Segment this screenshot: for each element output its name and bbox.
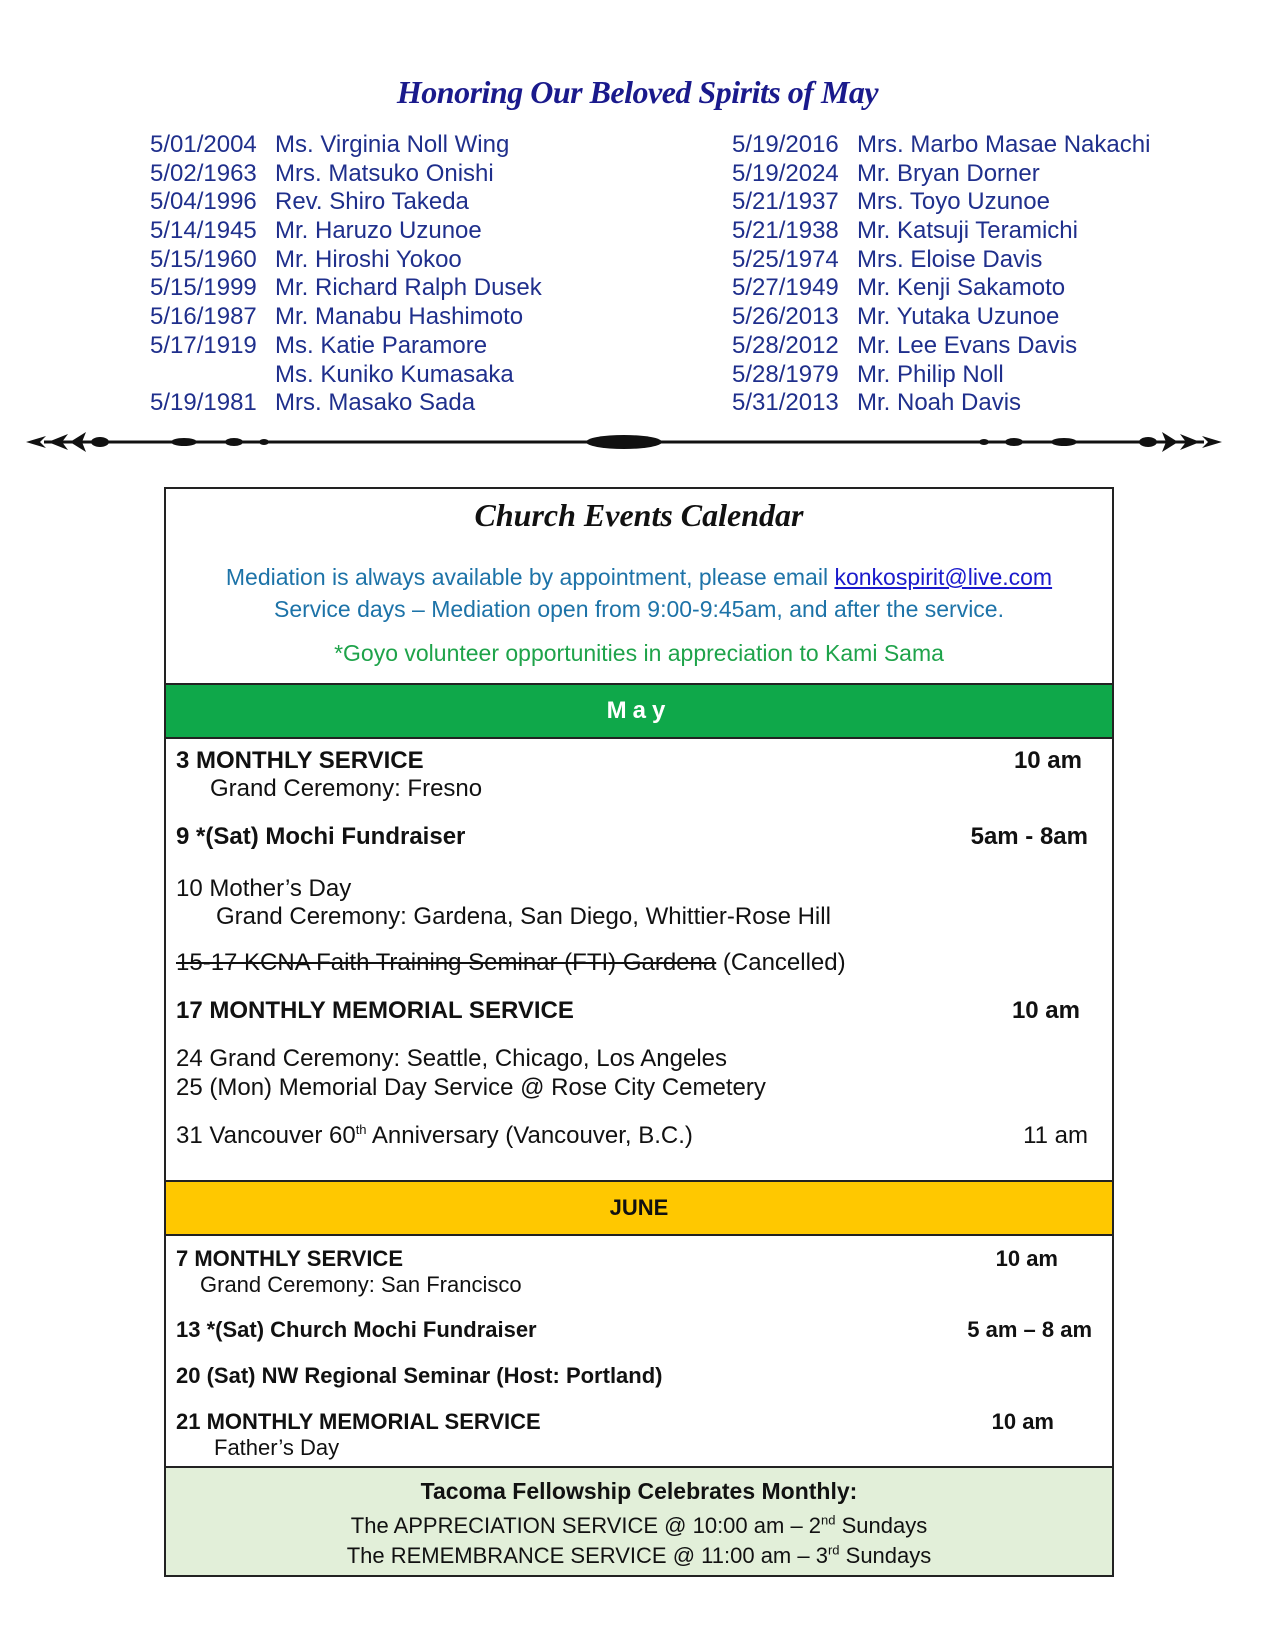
memorial-date: 5/19/1981 [150,389,257,417]
event-title-rest: Anniversary (Vancouver, B.C.) [366,1122,693,1149]
appreciation-service-line [166,1511,1112,1541]
memorial-name: Mrs. Toyo Uzunoe [857,188,1050,216]
event-may-3 [176,747,482,803]
memorial-name: Mr. Haruzo Uzunoe [275,217,482,245]
footer-title: Tacoma Fellowship Celebrates Monthly: [420,1478,858,1504]
memorial-date: 5/04/1996 [150,188,257,216]
list-item [150,274,542,303]
memorial-date: 5/27/1949 [732,274,839,302]
month-header-may: May [166,683,1112,739]
memorial-name: Mr. Philip Noll [857,360,1004,388]
tacoma-fellowship-box [166,1466,1112,1575]
list-item [732,246,1150,275]
memorial-name: Ms. Virginia Noll Wing [275,131,510,158]
memorial-date: 5/16/1987 [150,303,257,331]
ordinal-suffix: th [355,1122,367,1137]
event-may-31 [176,1122,693,1150]
event-title: 3 MONTHLY SERVICE [176,747,424,774]
memorial-list-left [150,131,542,418]
event-subtitle: Father’s Day [214,1435,340,1460]
event-june-20: 20 (Sat) NW Regional Seminar (Host: Portland) [176,1363,663,1388]
memorial-name: Mrs. Matsuko Onishi [275,159,494,187]
remembrance-service-line [166,1541,1112,1571]
memorial-name: Ms. Kuniko Kumasaka [275,360,514,388]
list-item [150,246,542,275]
event-title: 31 Vancouver 60 [176,1122,356,1149]
cancelled-note: (Cancelled) [716,949,846,976]
event-subtitle: Grand Ceremony: San Francisco [200,1272,522,1297]
list-item [732,274,1150,303]
list-item [150,131,542,160]
memorial-title: Honoring Our Beloved Spirits of May [396,74,879,110]
event-subtitle: Grand Ceremony: Fresno [210,775,483,802]
mediation-notice [166,564,1112,591]
list-item [150,361,542,390]
memorial-date: 5/19/2016 [732,131,839,158]
memorial-date: 5/26/2013 [732,303,839,331]
event-may-24: 24 Grand Ceremony: Seattle, Chicago, Los Angeles [176,1045,727,1072]
list-item [732,188,1150,217]
event-time: 10 am [995,1246,1058,1271]
line-text-rest: Sundays [839,1543,932,1568]
memorial-date: 5/19/2024 [732,159,839,187]
memorial-date: 5/14/1945 [150,217,257,245]
event-may-10 [176,875,831,931]
event-title: 7 MONTHLY SERVICE [176,1246,403,1271]
list-item [150,303,542,332]
event-time: 5 am – 8 am [967,1317,1092,1342]
memorial-date: 5/25/1974 [732,245,839,273]
calendar-title: Church Events Calendar [474,497,804,533]
event-time: 11 am [1023,1122,1088,1149]
list-item [732,361,1150,390]
memorial-date: 5/21/1937 [732,188,839,216]
memorial-date: 5/01/2004 [150,131,257,158]
event-may-17: 17 MONTHLY MEMORIAL SERVICE [176,997,574,1024]
event-time: 10 am [1011,997,1080,1024]
memorial-date: 5/17/1919 [150,331,257,359]
line-text: The APPRECIATION SERVICE @ 10:00 am – 2 [350,1513,822,1538]
memorial-date: 5/02/1963 [150,159,257,187]
event-june-7 [176,1246,522,1298]
memorial-name: Mr. Richard Ralph Dusek [275,274,542,302]
memorial-date: 5/15/1960 [150,245,257,273]
list-item [732,303,1150,332]
memorial-name: Mr. Katsuji Teramichi [857,217,1078,245]
memorial-date: 5/31/2013 [732,389,839,417]
memorial-name: Mr. Bryan Dorner [857,159,1040,187]
mediation-text: Mediation is always available by appointment, please email [225,564,835,590]
memorial-date [150,361,275,390]
event-may-25: 25 (Mon) Memorial Day Service @ Rose City Cemetery [176,1074,766,1101]
event-time: 10 am [991,1409,1054,1434]
memorial-date: 5/15/1999 [150,274,257,302]
list-item [732,217,1150,246]
memorial-name: Mr. Manabu Hashimoto [275,303,524,331]
ornamental-divider [24,422,1224,462]
memorial-name: Mr. Yutaka Uzunoe [857,303,1060,331]
event-may-9: 9 *(Sat) Mochi Fundraiser [176,823,466,850]
memorial-name: Mrs. Masako Sada [275,389,476,417]
memorial-list-right [732,131,1150,418]
memorial-name: Mrs. Marbo Masae Nakachi [857,131,1151,158]
event-subtitle: Grand Ceremony: Gardena, San Diego, Whittier-Rose Hill [216,903,831,930]
list-item [732,160,1150,189]
memorial-name: Mrs. Eloise Davis [857,245,1043,273]
list-item [150,217,542,246]
list-item [732,332,1150,361]
ordinal-suffix: nd [821,1512,836,1528]
event-june-13: 13 *(Sat) Church Mochi Fundraiser [176,1317,537,1342]
email-link[interactable]: konkospirit@live.com [834,564,1053,590]
goyo-note: *Goyo volunteer opportunities in appreciation to Kami Sama [334,640,944,666]
memorial-name: Mr. Lee Evans Davis [857,331,1078,359]
memorial-name: Mr. Kenji Sakamoto [857,274,1066,302]
list-item [732,389,1150,418]
memorial-name: Rev. Shiro Takeda [275,188,469,216]
event-may-15-cancelled [176,949,846,977]
line-text-rest: Sundays [835,1513,928,1538]
memorial-name: Mr. Noah Davis [857,389,1022,417]
events-calendar [164,487,1114,1577]
list-item [732,131,1150,160]
memorial-name: Ms. Katie Paramore [275,331,488,359]
list-item [150,389,542,418]
ordinal-suffix: rd [827,1542,840,1558]
service-days-note: Service days – Mediation open from 9:00-9:45am, and after the service. [273,596,1004,622]
list-item [150,188,542,217]
list-item [150,332,542,361]
memorial-name: Mr. Hiroshi Yokoo [275,245,462,273]
event-time: 10 am [1013,747,1082,774]
memorial-date: 5/28/1979 [732,360,839,388]
cancelled-event-title: 15-17 KCNA Faith Training Seminar (FTI) Gardena [176,949,717,976]
month-header-june: JUNE [166,1180,1112,1236]
event-june-21 [176,1409,541,1461]
event-time: 5am - 8am [970,823,1088,850]
list-item [150,160,542,189]
line-text: The REMEMBRANCE SERVICE @ 11:00 am – 3 [346,1543,828,1568]
memorial-date: 5/28/2012 [732,331,839,359]
event-title: 21 MONTHLY MEMORIAL SERVICE [176,1409,541,1434]
event-title: 10 Mother’s Day [176,875,352,902]
memorial-date: 5/21/1938 [732,217,839,245]
